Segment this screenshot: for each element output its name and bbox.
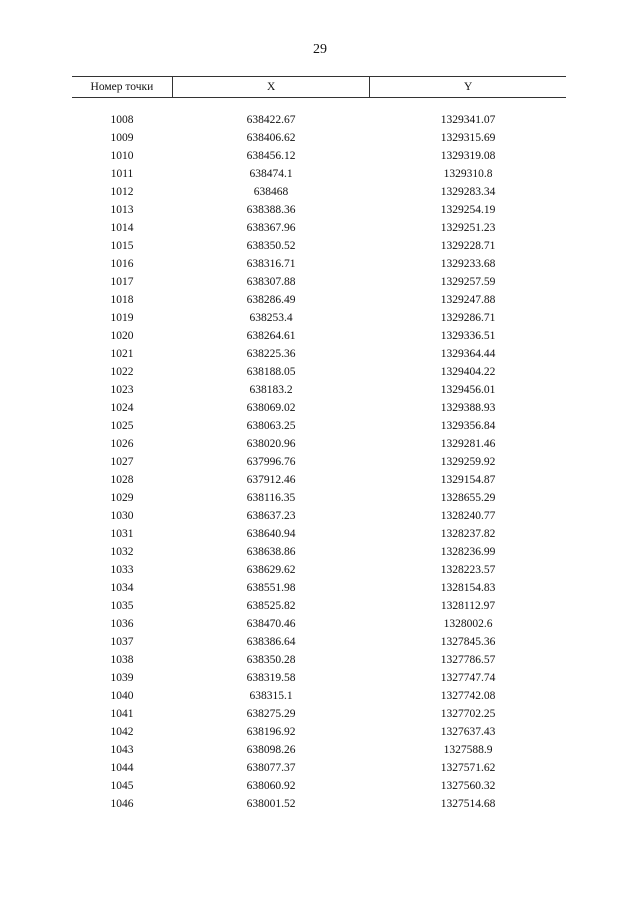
table-row [72,507,566,525]
table-row [72,705,566,723]
x-cell: 638196.92 [246,726,296,738]
point-number-cell: 1028 [110,474,134,486]
table-row [72,795,566,813]
y-cell: 1329456.01 [440,384,496,396]
x-cell: 638468 [253,186,289,198]
table-row [72,147,566,165]
y-cell: 1327588.9 [443,744,493,756]
y-cell: 1329310.8 [443,168,493,180]
y-cell: 1329228.71 [440,240,496,252]
y-cell: 1329388.93 [440,402,496,414]
x-cell: 638264.61 [246,330,296,342]
y-cell: 1329319.08 [440,150,496,162]
table-row [72,237,566,255]
table-row [72,417,566,435]
table-row [72,597,566,615]
x-cell: 638367.96 [246,222,296,234]
table-row [72,255,566,273]
y-cell: 1328655.29 [440,492,496,504]
x-cell: 638060.92 [246,780,296,792]
table-row [72,183,566,201]
table-row [72,165,566,183]
x-cell: 638307.88 [246,276,296,288]
table-row [72,273,566,291]
table-header [72,76,566,98]
x-cell: 638188.05 [246,366,296,378]
x-cell: 638525.82 [246,600,296,612]
y-cell: 1329336.51 [440,330,496,342]
point-number-cell: 1044 [110,762,134,774]
y-cell: 1329251.23 [440,222,496,234]
point-number-cell: 1042 [110,726,134,738]
table-row [72,723,566,741]
point-number-cell: 1023 [110,384,134,396]
x-cell: 638286.49 [246,294,296,306]
x-cell: 638253.4 [249,312,293,324]
table-row [72,633,566,651]
y-cell: 1327845.36 [440,636,496,648]
y-cell: 1327747.74 [440,672,496,684]
x-cell: 638319.58 [246,672,296,684]
point-number-cell: 1017 [110,276,134,288]
point-number-cell: 1018 [110,294,134,306]
y-cell: 1329364.44 [440,348,496,360]
y-cell: 1329233.68 [440,258,496,270]
y-cell: 1328237.82 [440,528,496,540]
x-cell: 638350.52 [246,240,296,252]
y-cell: 1328154.83 [440,582,496,594]
x-cell: 638629.62 [246,564,296,576]
y-cell: 1329281.46 [440,438,496,450]
table-row [72,651,566,669]
point-number-cell: 1036 [110,618,134,630]
y-cell: 1329247.88 [440,294,496,306]
point-number-cell: 1016 [110,258,134,270]
table-row [72,435,566,453]
y-cell: 1329315.69 [440,132,496,144]
table-row [72,399,566,417]
point-number-cell: 1015 [110,240,134,252]
point-number-cell: 1041 [110,708,134,720]
table-row [72,759,566,777]
y-cell: 1327571.62 [440,762,496,774]
y-cell: 1329356.84 [440,420,496,432]
point-number-cell: 1037 [110,636,134,648]
x-cell: 638001.52 [246,798,296,810]
table-row [72,615,566,633]
y-cell: 1327702.25 [440,708,496,720]
table-row [72,111,566,129]
point-number-cell: 1045 [110,780,134,792]
x-cell: 638098.26 [246,744,296,756]
y-cell: 1329254.19 [440,204,496,216]
table-body [72,111,566,813]
y-cell: 1327514.68 [440,798,496,810]
table-row [72,309,566,327]
y-cell: 1327637.43 [440,726,496,738]
table-row [72,363,566,381]
table-row [72,777,566,795]
x-cell: 638638.86 [246,546,296,558]
point-number-cell: 1029 [110,492,134,504]
point-number-cell: 1030 [110,510,134,522]
y-cell: 1328112.97 [440,600,496,612]
y-cell: 1329404.22 [440,366,496,378]
table-row [72,129,566,147]
x-cell: 638116.35 [246,492,296,504]
x-cell: 638316.71 [246,258,296,270]
table-row [72,687,566,705]
table-row [72,453,566,471]
point-number-cell: 1039 [110,672,134,684]
table-row [72,471,566,489]
x-cell: 638456.12 [246,150,296,162]
y-cell: 1328236.99 [440,546,496,558]
x-cell: 638183.2 [249,384,293,396]
table-row [72,201,566,219]
point-number-cell: 1040 [110,690,134,702]
table-row [72,543,566,561]
table-row [72,327,566,345]
table-row [72,291,566,309]
point-number-cell: 1033 [110,564,134,576]
y-cell: 1329341.07 [440,114,496,126]
x-cell: 638422.67 [246,114,296,126]
point-number-cell: 1035 [110,600,134,612]
point-number-cell: 1013 [110,204,134,216]
point-number-cell: 1009 [110,132,134,144]
x-cell: 637912.46 [246,474,296,486]
x-cell: 638637.23 [246,510,296,522]
x-cell: 638470.46 [246,618,296,630]
x-cell: 638077.37 [246,762,296,774]
point-number-cell: 1046 [110,798,134,810]
y-cell: 1329259.92 [440,456,496,468]
y-cell: 1329154.87 [440,474,496,486]
table-row [72,381,566,399]
x-cell: 638225.36 [246,348,296,360]
point-number-cell: 1008 [110,114,134,126]
point-number-cell: 1031 [110,528,134,540]
point-number-cell: 1021 [110,348,134,360]
y-cell: 1328223.57 [440,564,496,576]
point-number-cell: 1014 [110,222,134,234]
point-number-cell: 1038 [110,654,134,666]
header-point-number: Номер точки [90,81,154,93]
y-cell: 1328002.6 [443,618,493,630]
point-number-cell: 1026 [110,438,134,450]
table-row [72,741,566,759]
x-cell: 638350.28 [246,654,296,666]
x-cell: 638406.62 [246,132,296,144]
y-cell: 1327560.32 [440,780,496,792]
point-number-cell: 1032 [110,546,134,558]
y-cell: 1328240.77 [440,510,496,522]
x-cell: 638275.29 [246,708,296,720]
table-row [72,561,566,579]
table-row [72,579,566,597]
point-number-cell: 1020 [110,330,134,342]
point-number-cell: 1019 [110,312,134,324]
x-cell: 638640.94 [246,528,296,540]
table-row [72,489,566,507]
x-cell: 638551.98 [246,582,296,594]
x-cell: 638069.02 [246,402,296,414]
point-number-cell: 1027 [110,456,134,468]
table-row [72,669,566,687]
x-cell: 638388.36 [246,204,296,216]
y-cell: 1329283.34 [440,186,496,198]
point-number-cell: 1012 [110,186,134,198]
point-number-cell: 1025 [110,420,134,432]
x-cell: 638474.1 [249,168,293,180]
point-number-cell: 1024 [110,402,134,414]
point-number-cell: 1043 [110,744,134,756]
point-number-cell: 1034 [110,582,134,594]
y-cell: 1327742.08 [440,690,496,702]
x-cell: 637996.76 [246,456,296,468]
y-cell: 1327786.57 [440,654,496,666]
point-number-cell: 1011 [110,168,134,180]
x-cell: 638020.96 [246,438,296,450]
x-cell: 638386.64 [246,636,296,648]
point-number-cell: 1022 [110,366,134,378]
table-row [72,219,566,237]
point-number-cell: 1010 [110,150,134,162]
table-row [72,525,566,543]
header-x: X [172,77,370,97]
y-cell: 1329257.59 [440,276,496,288]
y-cell: 1329286.71 [440,312,496,324]
header-y: Y [369,77,566,97]
table-row [72,345,566,363]
x-cell: 638063.25 [246,420,296,432]
page-number: 29 [313,42,327,57]
coordinates-table [72,76,566,813]
x-cell: 638315.1 [249,690,293,702]
